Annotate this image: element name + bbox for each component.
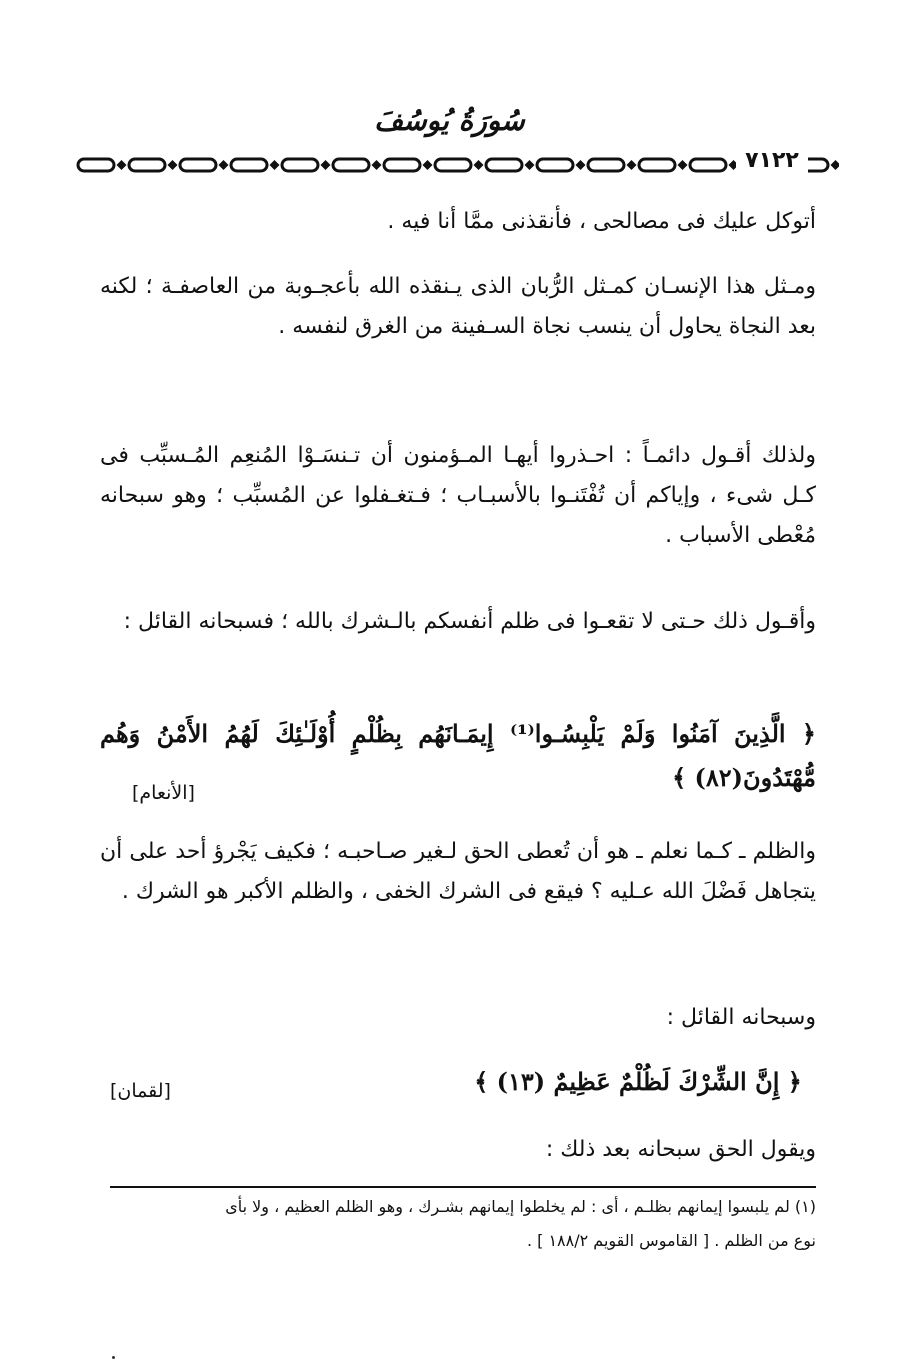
chain-link xyxy=(435,159,471,171)
paragraph-7: ويقول الحق سبحانه بعد ذلك : xyxy=(545,1137,816,1162)
paragraph-4: وأقـول ذلك حـتى لا تقعـوا فى ظلم أنفسكم بالـشرك بالله ؛ فسبحانه القائل : xyxy=(123,609,816,634)
chain-link xyxy=(282,159,318,171)
footnote-divider xyxy=(110,1186,816,1188)
page-number: ٧١٢٢ xyxy=(736,146,808,176)
chain-diamond xyxy=(117,160,127,170)
footnote-line-2: نوع من الظلم . [ القاموس القويم ١٨٨/٢ ] . xyxy=(526,1231,816,1250)
verse-reference-anam: [الأنعام] xyxy=(132,782,195,804)
paragraph-1: أتوكل عليك فى مصالحى ، فأنقذنى ممَّا أنا فيه . xyxy=(387,209,816,234)
chain-link xyxy=(537,159,573,171)
chain-diamond xyxy=(678,160,688,170)
verse-reference-luqman: [لقمان] xyxy=(110,1080,171,1102)
chain-link xyxy=(78,159,114,171)
chain-diamond xyxy=(168,160,178,170)
chain-link xyxy=(690,159,726,171)
chain-link xyxy=(333,159,369,171)
scan-speck xyxy=(112,1356,115,1359)
paragraph-3: ولذلك أقـول دائمـاً : احـذروا أيهـا المـؤمنون أن تـنسَـوْا المُنعِم المُـسبِّب فى كـل شىء ، وإياكم أن تُفْتَنـوا بالأسبـاب ؛ فـتغـفلوا عن المُسبِّب ؛ وهو سبحانه مُعْطى الأسباب . xyxy=(100,443,816,548)
chain-link xyxy=(384,159,420,171)
chain-link xyxy=(231,159,267,171)
ornamental-chain-border xyxy=(74,150,839,180)
surah-title: سُورَةُ يُوسُفَ xyxy=(374,104,525,137)
chain-diamond xyxy=(372,160,382,170)
chain-diamond xyxy=(576,160,586,170)
paragraph-6: وسبحانه القائل : xyxy=(666,1005,816,1030)
quran-verse-anam: ﴿ الَّذِينَ آمَنُوا وَلَمْ يَلْبِسُـوا⁽¹⁾ إِيمَـانَهُم بِظُلْمٍ أُوْلَـٰئِكَ لَهُمُ الأَمْنُ وَهُم مُّهْتَدُونَ(٨٢) ﴾ xyxy=(100,719,816,792)
chain-diamond xyxy=(831,160,840,170)
chain-link xyxy=(639,159,675,171)
chain-diamond xyxy=(321,160,331,170)
chain-diamond xyxy=(270,160,280,170)
chain-diamond xyxy=(219,160,229,170)
chain-diamond xyxy=(525,160,535,170)
chain-diamond xyxy=(423,160,433,170)
chain-link xyxy=(588,159,624,171)
footnote-line-1: (١) لم يلبسوا إيمانهم بظلـم ، أى : لم يخلطوا إيمانهم بشـرك ، وهو الظلم العظيم ، ولا بأى xyxy=(225,1197,816,1216)
chain-diamond xyxy=(627,160,637,170)
quran-verse-luqman: ﴿ إِنَّ الشِّرْكَ لَظُلْمٌ عَظِيمٌ (١٣) ﴾ xyxy=(474,1067,802,1096)
chain-link xyxy=(180,159,216,171)
paragraph-2: ومـثل هذا الإنسـان كمـثل الرُّبان الذى يـنقذه الله بأعجـوبة من العاصفـة ؛ لكنه بعد النجاة يحاول أن ينسب نجاة السـفينة من الغرق لنفسه . xyxy=(100,274,816,339)
paragraph-5: والظلم ـ كـما نعلم ـ هو أن تُعطى الحق لـغير صـاحبـه ؛ فكيف يَجْرؤ أحد على أن يتجاهل فَضْلَ الله عـليه ؟ فيقع فى الشرك الخفى ، والظلم الأكبر هو الشرك . xyxy=(100,839,816,904)
chain-link xyxy=(486,159,522,171)
chain-link xyxy=(129,159,165,171)
chain-diamond xyxy=(474,160,484,170)
